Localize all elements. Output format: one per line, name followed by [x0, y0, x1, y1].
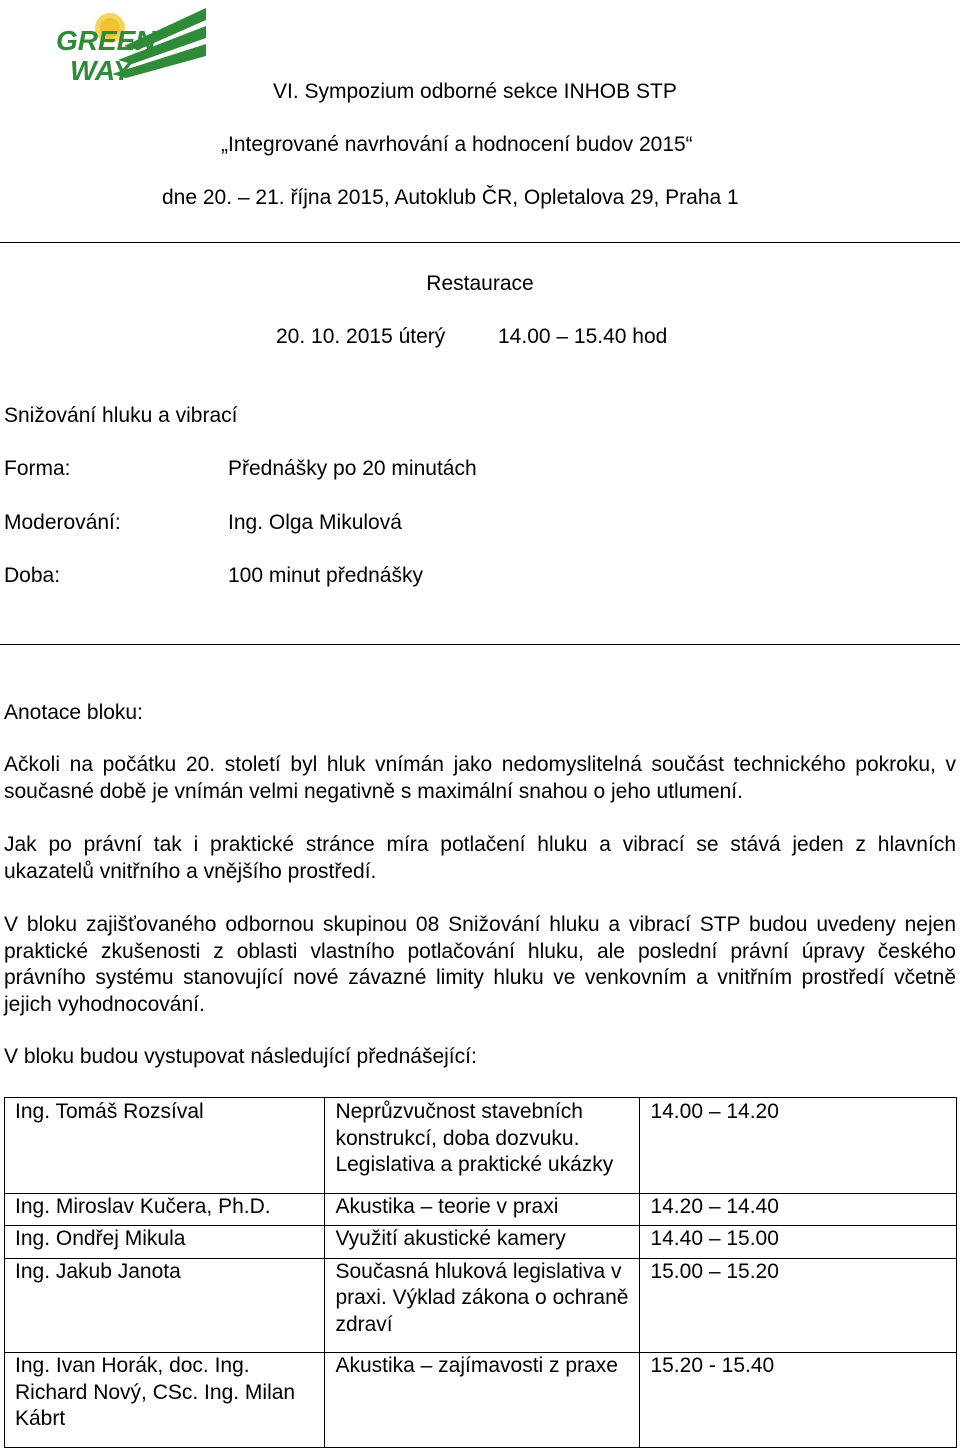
talk-time: 14.20 – 14.40 [640, 1193, 957, 1225]
duration-value: 100 minut přednášky [228, 564, 423, 587]
talk-title: Neprůzvučnost stavebních konstrukcí, doba dozvuku. Legislativa a praktické ukázky [325, 1098, 640, 1194]
annotation-paragraph-1: Ačkoli na počátku 20. století byl hluk vnímán jako nedomyslitelná součást technického pokroku, v současné době je vnímán velmi negativně s maximální snahou o jeho utlumení. [4, 753, 956, 803]
talk-time: 14.40 – 15.00 [640, 1226, 957, 1258]
moderator-value: Ing. Olga Mikulová [228, 511, 402, 534]
table-row [5, 1193, 957, 1225]
table-row [5, 1098, 957, 1194]
talk-time: 15.00 – 15.20 [640, 1258, 957, 1353]
table-row [5, 1226, 957, 1258]
speaker-name: Ing. Miroslav Kučera, Ph.D. [5, 1193, 325, 1225]
symposium-date-place: dne 20. – 21. října 2015, Autoklub ČR, Opletalova 29, Praha 1 [162, 186, 739, 209]
symposium-subtitle: „Integrované navrhování a hodnocení budov 2015“ [221, 133, 693, 156]
table-row [5, 1353, 957, 1448]
talk-title: Akustika – zajímavosti z praxe [325, 1353, 640, 1448]
session-divider [0, 644, 960, 645]
talk-time: 15.20 - 15.40 [640, 1353, 957, 1448]
speakers-intro: V bloku budou vystupovat následující přednášející: [4, 1045, 477, 1068]
svg-text:WAY: WAY [70, 55, 132, 86]
green-way-logo-icon [54, 6, 206, 88]
table-row [5, 1258, 957, 1353]
session-date: 20. 10. 2015 úterý [276, 325, 446, 348]
annotation-paragraph-2: Jak po právní tak i praktické stránce míra potlačení hluku a vibrací se stává jeden z hlavních ukazatelů vnitřního a vnějšího prostředí. [4, 833, 956, 883]
header-divider [0, 242, 960, 243]
green-way-logo [54, 6, 206, 88]
speaker-name: Ing. Jakub Janota [5, 1258, 325, 1353]
symposium-title: VI. Sympozium odborné sekce INHOB STP [273, 80, 677, 103]
session-room: Restaurace [426, 272, 534, 295]
speaker-name: Ing. Ondřej Mikula [5, 1226, 325, 1258]
session-topic: Snižování hluku a vibrací [4, 404, 238, 427]
annotation-paragraph-3: V bloku zajišťovaného odbornou skupinou 08 Snižování hluku a vibrací STP budou uvedeny nejen praktické zkušenosti z oblasti vlastního potlačování hluku, ale poslední právní úpravy českého právního systému stanovující nové závazné limity hluku ve venkovním a vnitřním prostředí včetně jejich vyhodnocování. [4, 913, 956, 1016]
svg-text:GREEN: GREEN [56, 25, 156, 56]
talk-title: Současná hluková legislativa v praxi. Výklad zákona o ochraně zdraví [325, 1258, 640, 1353]
talk-time: 14.00 – 14.20 [640, 1098, 957, 1194]
speaker-name: Ing. Ivan Horák, doc. Ing. Richard Nový, CSc. Ing. Milan Kábrt [5, 1353, 325, 1448]
speaker-name: Ing. Tomáš Rozsíval [5, 1098, 325, 1194]
annotation-heading: Anotace bloku: [4, 701, 143, 724]
speakers-table [4, 1097, 957, 1448]
form-label: Forma: [4, 457, 71, 480]
session-time: 14.00 – 15.40 hod [498, 325, 668, 348]
moderator-label: Moderování: [4, 511, 121, 534]
duration-label: Doba: [4, 564, 61, 587]
talk-title: Využití akustické kamery [325, 1226, 640, 1258]
form-value: Přednášky po 20 minutách [228, 457, 477, 480]
talk-title: Akustika – teorie v praxi [325, 1193, 640, 1225]
